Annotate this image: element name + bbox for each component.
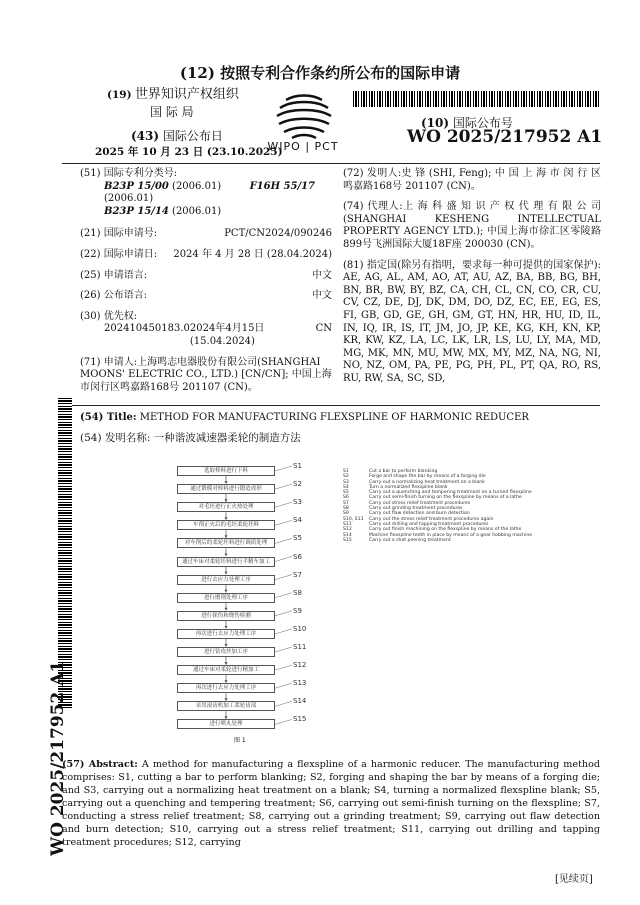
title-en-value: METHOD FOR MANUFACTURING FLEXSPLINE OF HARMONIC REDUCER bbox=[139, 412, 529, 423]
appno-value: PCT/CN2024/090246 bbox=[224, 228, 332, 240]
legend-text: Machine flexspline teeth in place by means of a gear hobbing machine bbox=[369, 532, 533, 538]
legend-code: S11 bbox=[343, 521, 352, 527]
document-title: (12) 按照专利合作条约所公布的国际申请 bbox=[179, 64, 461, 82]
legend-text: Carry out drilling and tapping treatment procedures bbox=[369, 521, 489, 527]
legend-item bbox=[343, 538, 532, 543]
flow-leader-line bbox=[275, 484, 292, 489]
title-zh-value: 一种谐波减速器柔轮的制造方法 bbox=[153, 432, 301, 444]
flow-step-box: 对车削后的柔轮坯料进行调质处理 bbox=[177, 538, 275, 548]
flow-step-box: 进行去应力处理工序 bbox=[177, 575, 275, 585]
legend-text: Forge and shape the bar by means of a forging die bbox=[369, 474, 486, 480]
abstract-label: (57) Abstract: bbox=[62, 759, 138, 770]
pubdate-value: 2025 年 10 月 23 日 (23.10.2025) bbox=[95, 146, 283, 158]
pubno-label: (10) 国际公布号 bbox=[421, 116, 513, 130]
legend-text: Cut a bar to perform blanking bbox=[369, 469, 438, 474]
abstract-text: A method for manufacturing a flexspline of a harmonic reducer. The manufacturing method comprises: S1, cutting a bar to perform blanking; S2, forging and shaping the bar by means of a forging die; and S3, carrying out a normalizing heat treatment on a blank; S4, turning a normalized flexspline blank; S5, carrying out a quenching and tempering treatment; S6, carrying out semi-finish turning on the flexspline; S7, conducting a stress relief treatment; S8, carrying out a grinding treatment; S9, carrying out flaw detection and burn detection; S10, carrying out a stress relief treatment; S11, carrying out drilling and tapping treatment procedures; S12, carrying bbox=[62, 759, 600, 848]
legend-text: Carry out semi-finish turning on the flexspline by means of a lathe bbox=[369, 495, 522, 501]
ipc-date: (2006.01) bbox=[172, 205, 222, 217]
flow-step-box: 通过锻模对棒料进行锻造成形 bbox=[177, 484, 275, 494]
biblio-left bbox=[80, 168, 332, 394]
title-zh-label: (54) 发明名称: bbox=[80, 432, 151, 444]
legend-text: Carry out a normalizing heat treatment on a blank bbox=[369, 479, 485, 485]
flow-step-box: 选取棒料进行下料 bbox=[177, 466, 275, 476]
publang-value: 中文 bbox=[312, 290, 332, 302]
flow-step-box: 通过车床对柔轮坯料进行半精车加工 bbox=[177, 557, 275, 567]
filing-row bbox=[80, 249, 332, 262]
flow-leader-line bbox=[275, 593, 292, 598]
flow-step-box: 进行探伤和烧伤检测 bbox=[177, 611, 275, 621]
flow-step-box: 对毛坯进行正火热处理 bbox=[177, 502, 275, 512]
flow-step-box: 通过车床对柔轮进行精加工 bbox=[177, 665, 275, 675]
designated-states bbox=[343, 260, 601, 386]
biblio-right bbox=[343, 168, 601, 386]
title-en bbox=[80, 412, 529, 423]
publang-row bbox=[80, 290, 332, 303]
flow-leader-line bbox=[275, 611, 292, 616]
abstract bbox=[62, 758, 600, 849]
flow-step-label: S10 bbox=[293, 624, 307, 633]
agent bbox=[343, 201, 601, 251]
legend-text: Carry out flaw detection and burn detection bbox=[369, 511, 470, 517]
wipo-logo-text: WIPO | PCT bbox=[267, 140, 339, 153]
flow-step-box: 进行喷丸处理 bbox=[177, 719, 275, 729]
flow-step-label: S1 bbox=[293, 462, 302, 470]
pubdate-label: (43) 国际公布日 bbox=[131, 129, 223, 143]
lang-value: 中文 bbox=[312, 269, 332, 281]
ipc-date: (2006.01) bbox=[172, 180, 222, 192]
ipc-code: B23P 15/00 bbox=[104, 180, 169, 192]
flow-leader-line bbox=[275, 647, 292, 652]
flow-leader-line bbox=[275, 629, 292, 634]
lang-row bbox=[80, 270, 332, 283]
flow-step-box: 再次进行去应力处理工序 bbox=[177, 683, 275, 693]
legend-code: S5 bbox=[343, 490, 349, 496]
legend-code: S10, S13 bbox=[343, 516, 364, 522]
legend-code: S15 bbox=[343, 537, 352, 543]
priority-date: 2024年4月15日 (15.04.2024) bbox=[189, 323, 265, 347]
flow-leader-line bbox=[275, 575, 292, 580]
flow-step-label: S12 bbox=[293, 661, 307, 670]
legend-text: Turn a normalized flexspline blank bbox=[369, 484, 448, 490]
legend-code: S8 bbox=[343, 506, 349, 512]
legend-code: S14 bbox=[343, 532, 352, 538]
ipc-label: (51) 国际专利分类号: bbox=[80, 168, 178, 179]
legend-text: Carry out finish machining on the flexspline by means of the lathe bbox=[369, 527, 522, 533]
barcode-top bbox=[353, 91, 601, 107]
ipc-code: F16H 55/17 bbox=[249, 180, 316, 192]
flow-step-label: S9 bbox=[293, 606, 302, 615]
appno-row bbox=[80, 228, 332, 241]
appno-label: (21) 国际申请号: bbox=[80, 228, 158, 240]
legend-text: Carry out a quenching and tempering treatment on a turned flexspline bbox=[369, 490, 532, 496]
legend-text: Carry out a shot peening treatment bbox=[369, 537, 451, 543]
legend-code: S1 bbox=[343, 469, 349, 474]
flow-leader-line bbox=[275, 538, 292, 543]
wipo-logo bbox=[262, 92, 344, 154]
flow-leader-line bbox=[275, 557, 292, 562]
flow-step-box: 车削正火后的毛坯柔轮坯料 bbox=[177, 520, 275, 530]
office-sub: 国 际 局 bbox=[150, 105, 194, 119]
flow-leader-line bbox=[275, 719, 292, 724]
legend-code: S9 bbox=[343, 511, 349, 517]
agent-text: 上 海 科 盛 知 识 产 权 代 理 有 限 公 司 (SHANGHAI KESHENG INTELLECTUAL PROPERTY AGENCY LTD.); 中国上海市徐汇区零陵路899号飞洲国际大厦18F座 200030 (CN)。 bbox=[343, 201, 601, 250]
states-label: (81) 指定国(除另有指明，要求每一种可提供的国家保护): bbox=[343, 259, 601, 271]
ipc-code: B23P 15/14 bbox=[104, 205, 169, 217]
legend-code: S12 bbox=[343, 527, 352, 533]
legend-text: Carry out grinding treatment procedures bbox=[369, 506, 463, 512]
flow-step-label: S7 bbox=[293, 570, 302, 579]
applicant-label: (71) 申请人: bbox=[80, 356, 138, 368]
legend-code: S4 bbox=[343, 484, 349, 490]
applicant bbox=[80, 357, 332, 395]
ipc-date: (2006.01) bbox=[104, 193, 154, 205]
org-code: (19) bbox=[107, 89, 132, 101]
legend-text: Carry out the stress relief treatment procedures again bbox=[369, 516, 494, 522]
inventor-text: 史 锋 (SHI, Feng); 中 国 上 海 市 闵 行 区 鸣嘉路168号 201107 (CN)。 bbox=[343, 168, 601, 192]
filing-label: (22) 国际申请日: bbox=[80, 248, 158, 260]
flow-step-label: S5 bbox=[293, 534, 302, 543]
flow-step-label: S4 bbox=[293, 516, 302, 525]
flow-step-label: S3 bbox=[293, 498, 302, 507]
org-line1: 世界知识产权组织 bbox=[134, 87, 239, 102]
lang-label: (25) 申请语言: bbox=[80, 269, 148, 281]
legend-text: Carry out stress relief treatment procedures bbox=[369, 500, 471, 506]
flow-step-box: 再次进行去应力处理工序 bbox=[177, 629, 275, 639]
filing-value: 2024 年 4 月 28 日 (28.04.2024) bbox=[173, 248, 332, 260]
publang-label: (26) 公布语言: bbox=[80, 290, 148, 302]
flow-step-label: S2 bbox=[293, 480, 302, 489]
continued-note: [见续页] bbox=[555, 874, 593, 885]
legend-code: S7 bbox=[343, 500, 349, 506]
flow-leader-line bbox=[275, 466, 292, 471]
flow-step-label: S6 bbox=[293, 552, 302, 561]
flow-step-label: S8 bbox=[293, 588, 302, 597]
flow-step-box: 采用滚齿机加工柔轮齿部 bbox=[177, 701, 275, 711]
wipo-globe-icon bbox=[262, 92, 344, 140]
pubno-value: WO 2025/217952 A1 bbox=[407, 127, 603, 147]
flow-leader-line bbox=[275, 665, 292, 670]
priority-no: 202410450183.0 bbox=[104, 323, 190, 335]
inventor bbox=[343, 168, 601, 193]
flow-step-label: S15 bbox=[293, 715, 307, 724]
priority-country: CN bbox=[315, 323, 332, 335]
flow-step-box: 进行磨削处理工序 bbox=[177, 593, 275, 603]
side-pubno: WO 2025/217952 A1 bbox=[48, 660, 68, 856]
biblio-divider bbox=[62, 405, 600, 406]
legend-code: S2 bbox=[343, 474, 349, 480]
states-text: AE, AG, AL, AM, AO, AT, AU, AZ, BA, BB, BG, BH, BN, BR, BW, BY, BZ, CA, CH, CL, CN, CO, CR, CU, CV, CZ, DE, DJ, DK, DM, DO, DZ, EC, EE, EG, ES, FI, GB, GD, GE, GH, GM, GT, HN, HR, HU, ID, IL, IN, IQ, IR, IS, IT, JM, JO, JP, KE, KG, KH, KN, KP, KR, KW, KZ, LA, LC, LK, LR, LS, LU, LY, MA, MD, MG, MK, MN, MU, MW, MX, MY, MZ, NA, NG, NI, NO, NZ, OM, PA, PE, PG, PH, PL, PT, QA, RO, RS, RU, RW, SA, SC, SD, bbox=[343, 272, 601, 384]
title-zh bbox=[80, 430, 301, 445]
applicant-text: 上海鸣志电器股份有限公司(SHANGHAI MOONS' ELECTRIC CO., LTD.) [CN/CN]; 中国上海市闵行区鸣嘉路168号 201107 (CN)。 bbox=[80, 356, 332, 393]
ipc-line-1 bbox=[80, 181, 332, 206]
figure-legend bbox=[343, 469, 532, 543]
title-en-label: (54) Title: bbox=[80, 412, 137, 423]
flow-leader-line bbox=[275, 701, 292, 706]
flow-step-box: 进行钻攻丝加工序 bbox=[177, 647, 275, 657]
inventor-label: (72) 发明人: bbox=[343, 168, 402, 179]
flow-step-label: S11 bbox=[293, 643, 307, 651]
legend-code: S6 bbox=[343, 495, 349, 501]
header-divider bbox=[62, 163, 600, 164]
flow-leader-line bbox=[275, 683, 292, 688]
flow-step-label: S14 bbox=[293, 697, 307, 706]
flow-step-label: S13 bbox=[293, 679, 307, 688]
priority-label: (30) 优先权: bbox=[80, 310, 138, 322]
office-name bbox=[107, 88, 239, 102]
priority-row bbox=[80, 323, 332, 348]
figure-caption: 图 1 bbox=[234, 737, 246, 744]
flow-leader-line bbox=[275, 520, 292, 525]
ipc-line-2 bbox=[80, 206, 332, 219]
agent-label: (74) 代理人: bbox=[343, 201, 403, 213]
flowchart-figure bbox=[160, 462, 340, 752]
legend-code: S3 bbox=[343, 479, 349, 485]
flow-leader-line bbox=[275, 502, 292, 507]
